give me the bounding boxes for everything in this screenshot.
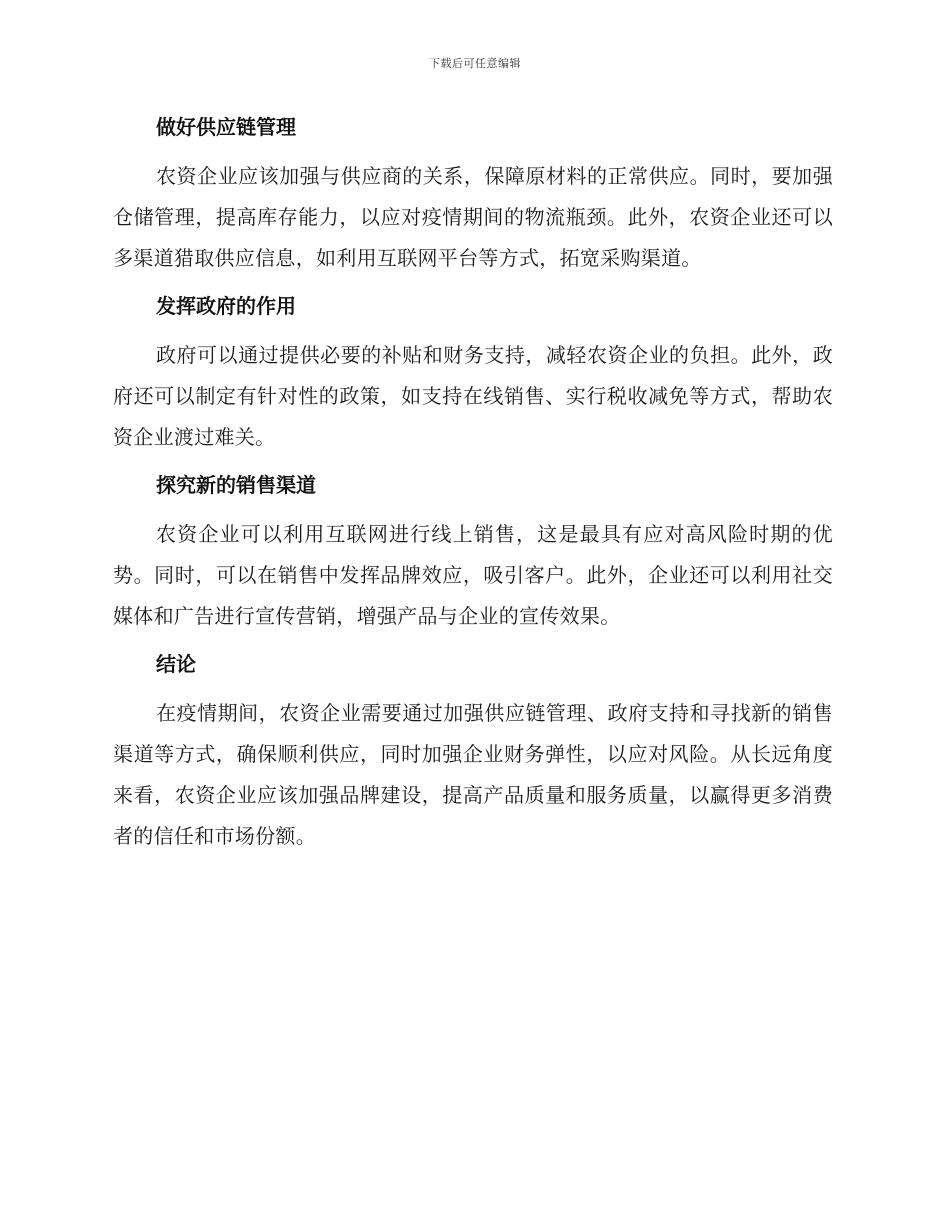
section-government-role <box>113 289 833 458</box>
section-paragraph: 政府可以通过提供必要的补贴和财务支持，减轻农资企业的负担。此外，政府还可以制定有针对性的政策，如支持在线销售、实行税收减免等方式，帮助农资企业渡过难关。 <box>113 343 833 449</box>
section-conclusion <box>113 647 833 857</box>
document-body <box>113 110 833 867</box>
header-note: 下载后可任意编辑 <box>429 57 521 70</box>
section-paragraph: 在疫情期间，农资企业需要通过加强供应链管理、政府支持和寻找新的销售渠道等方式，确保顺利供应，同时加强企业财务弹性，以应对风险。从长远角度来看，农资企业应该加强品牌建设，提高产品质量和服务质量，以赢得更多消费者的信任和市场份额。 <box>113 701 833 848</box>
section-heading: 发挥政府的作用 <box>156 294 296 318</box>
section-heading: 结论 <box>156 652 196 676</box>
section-paragraph: 农资企业应该加强与供应商的关系，保障原材料的正常供应。同时，要加强仓储管理，提高库存能力，以应对疫情期间的物流瓶颈。此外，农资企业还可以多渠道猎取供应信息，如利用互联网平台等方式，拓宽采购渠道。 <box>113 164 833 270</box>
section-paragraph: 农资企业可以利用互联网进行线上销售，这是最具有应对高风险时期的优势。同时，可以在销售中发挥品牌效应，吸引客户。此外，企业还可以利用社交媒体和广告进行宣传营销，增强产品与企业的宣传效果。 <box>113 522 833 628</box>
section-supply-chain <box>113 110 833 279</box>
section-heading: 做好供应链管理 <box>156 115 296 139</box>
section-heading: 探究新的销售渠道 <box>156 473 316 497</box>
section-sales-channels <box>113 468 833 637</box>
